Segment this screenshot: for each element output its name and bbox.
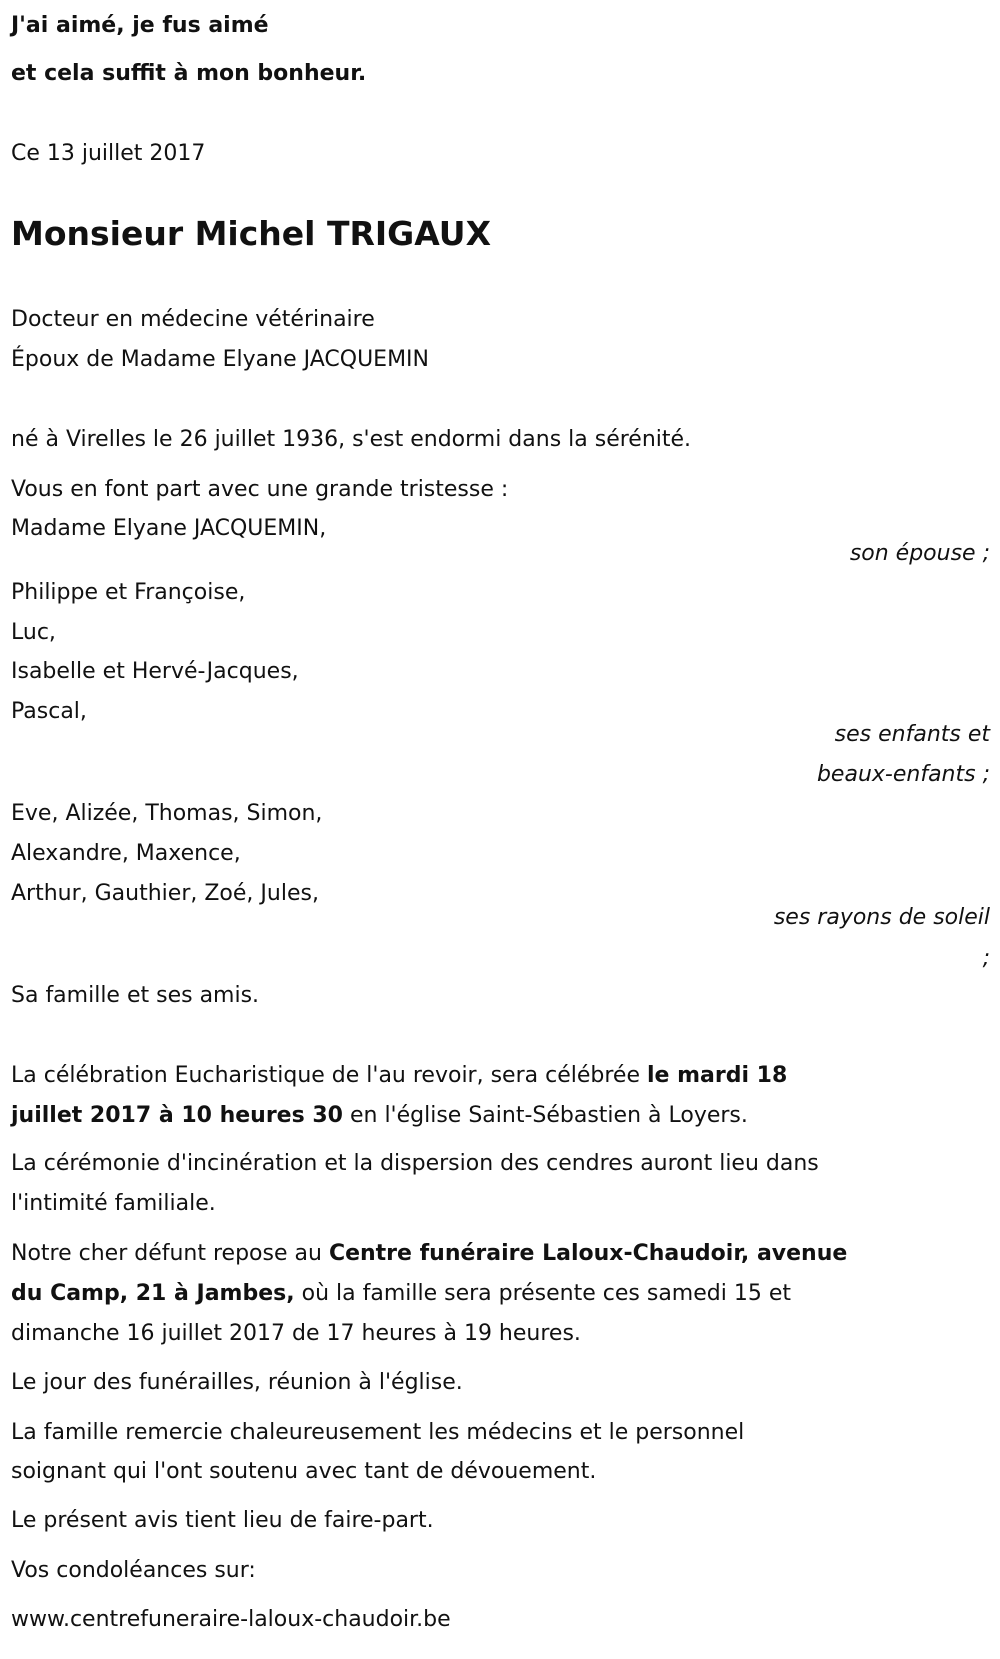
repose-line	[11, 1274, 791, 1314]
meeting-text: Le jour des funérailles, réunion à l'église.	[11, 1370, 463, 1395]
funeral-home-address: du Camp, 21 à Jambes,	[11, 1281, 295, 1306]
profession: Docteur en médecine vétérinaire	[11, 307, 375, 332]
celebration-date: le mardi 18	[646, 1063, 788, 1088]
notice-text: Le présent avis tient lieu de faire-part.	[11, 1508, 434, 1533]
thanks-text: La famille remercie chaleureusement les médecins et le personnel	[11, 1420, 745, 1445]
child-name: Luc,	[11, 620, 56, 645]
celebration-time: juillet 2017 à 10 heures 30	[11, 1103, 343, 1128]
incineration-text: La cérémonie d'incinération et la dispersion des cendres auront lieu dans	[11, 1151, 819, 1176]
celebration-line	[11, 1056, 787, 1096]
celebration-line	[11, 1096, 748, 1136]
notice-date: Ce 13 juillet 2017	[11, 141, 206, 166]
spouse-name: Madame Elyane JACQUEMIN,	[11, 516, 327, 541]
spouse-role: son épouse ;	[849, 541, 990, 566]
repose-hours: dimanche 16 juillet 2017 de 17 heures à 19 heures.	[11, 1321, 581, 1346]
repose-text: Notre cher défunt repose au	[11, 1241, 329, 1266]
funeral-home: Centre funéraire Laloux-Chaudoir, avenue	[328, 1241, 848, 1266]
epigraph-line: J'ai aimé, je fus aimé	[11, 13, 269, 38]
spouse-of: Époux de Madame Elyane JACQUEMIN	[11, 347, 429, 372]
announcement: Vous en font part avec une grande tristesse :	[11, 477, 509, 502]
children-role: ses enfants et	[834, 722, 990, 747]
repose-line	[11, 1234, 847, 1274]
child-name: Philippe et Françoise,	[11, 580, 246, 605]
deceased-name: Monsieur Michel TRIGAUX	[11, 214, 492, 253]
family-friends: Sa famille et ses amis.	[11, 983, 260, 1008]
grandchildren-role: ses rayons de soleil	[773, 905, 990, 930]
grandchildren-names: Alexandre, Maxence,	[11, 841, 241, 866]
children-role: beaux-enfants ;	[816, 762, 990, 787]
website-link[interactable]: www.centrefuneraire-laloux-chaudoir.be	[11, 1607, 451, 1632]
grandchildren-names: Arthur, Gauthier, Zoé, Jules,	[11, 881, 319, 906]
grandchildren-role: ;	[982, 946, 990, 971]
celebration-place: en l'église Saint-Sébastien à Loyers.	[342, 1103, 748, 1128]
celebration-text: La célébration Eucharistique de l'au revoir, sera célébrée	[11, 1063, 647, 1088]
child-name: Isabelle et Hervé-Jacques,	[11, 659, 299, 684]
birth-death: né à Virelles le 26 juillet 1936, s'est endormi dans la sérénité.	[11, 427, 692, 452]
condolences-label: Vos condoléances sur:	[11, 1558, 256, 1583]
epigraph-line: et cela suffit à mon bonheur.	[11, 61, 367, 86]
child-name: Pascal,	[11, 699, 87, 724]
incineration-text: l'intimité familiale.	[11, 1191, 216, 1216]
repose-text: où la famille sera présente ces samedi 15 et	[294, 1281, 791, 1306]
thanks-text: soignant qui l'ont soutenu avec tant de dévouement.	[11, 1459, 597, 1484]
grandchildren-names: Eve, Alizée, Thomas, Simon,	[11, 801, 323, 826]
